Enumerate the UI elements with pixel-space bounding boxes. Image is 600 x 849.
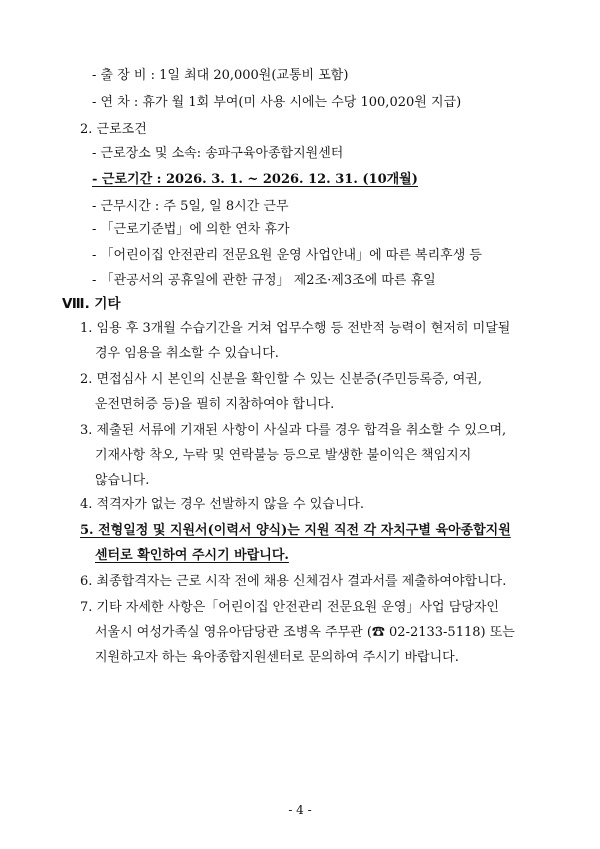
note-3-line-2: 기재사항 착오, 누락 및 연락불능 등으로 발생한 불이익은 책임지지	[95, 448, 472, 463]
note-2-line-1: 2. 면접심사 시 본인의 신분을 확인할 수 있는 신분증(주민등록증, 여권,	[80, 372, 482, 387]
work-hours-item: - 근무시간 : 주 5일, 일 8시간 근무	[92, 199, 289, 214]
note-1-line-2: 경우 임용을 취소할 수 있습니다.	[95, 346, 279, 361]
annual-leave-item: - 연 차 : 휴가 월 1회 부여(미 사용 시에는 수당 100,020원 지급)	[92, 95, 462, 110]
annual-leave-law-item: - 「근로기준법」에 의한 연차 휴가	[92, 222, 290, 237]
note-3-line-3: 않습니다.	[95, 473, 150, 488]
note-7-line-2: 서울시 여성가족실 영유아담당관 조병옥 주무관 (☎ 02-2133-5118) 또는	[95, 625, 515, 640]
page-number: - 4 -	[288, 803, 312, 817]
note-6: 6. 최종합격자는 근로 시작 전에 채용 신체검사 결과서를 제출하여야합니다.	[80, 574, 507, 589]
work-period-item: - 근로기간 : 2026. 3. 1. ~ 2026. 12. 31. (10개월)	[92, 172, 418, 187]
other-section-heading: Ⅷ. 기타	[62, 296, 121, 312]
note-7-line-3: 지원하고자 하는 육아종합지원센터로 문의하여 주시기 바랍니다.	[95, 650, 459, 665]
holiday-item: - 「관공서의 공휴일에 관한 규정」 제2조·제3조에 따른 휴일	[92, 273, 436, 288]
note-7-line-1: 7. 기타 자세한 사항은「어린이집 안전관리 전문요원 운영」사업 담당자인	[80, 600, 499, 615]
note-4: 4. 적격자가 없는 경우 선발하지 않을 수 있습니다.	[80, 497, 365, 512]
note-3-line-1: 3. 제출된 서류에 기재된 사항이 사실과 다를 경우 합격을 취소할 수 있으며,	[80, 423, 507, 438]
welfare-item: - 「어린이집 안전관리 전문요원 운영 사업안내」에 따른 복리후생 등	[92, 248, 482, 263]
travel-expense-item: - 출 장 비 : 1일 최대 20,000원(교통비 포함)	[92, 68, 349, 83]
note-5-line-1: 5. 전형일정 및 지원서(이력서 양식)는 지원 직전 각 자치구별 육아종합지원	[80, 523, 511, 538]
note-1-line-1: 1. 임용 후 3개월 수습기간을 거쳐 업무수행 등 전반적 능력이 현저히 미달될	[80, 321, 511, 336]
note-2-line-2: 운전면허증 등)을 필히 지참하여야 합니다.	[95, 397, 335, 412]
note-5-line-2: 센터로 확인하여 주시기 바랍니다.	[95, 548, 289, 563]
work-location-item: - 근로장소 및 소속: 송파구육아종합지원센터	[92, 146, 344, 161]
working-conditions-heading: 2. 근로조건	[80, 122, 147, 137]
